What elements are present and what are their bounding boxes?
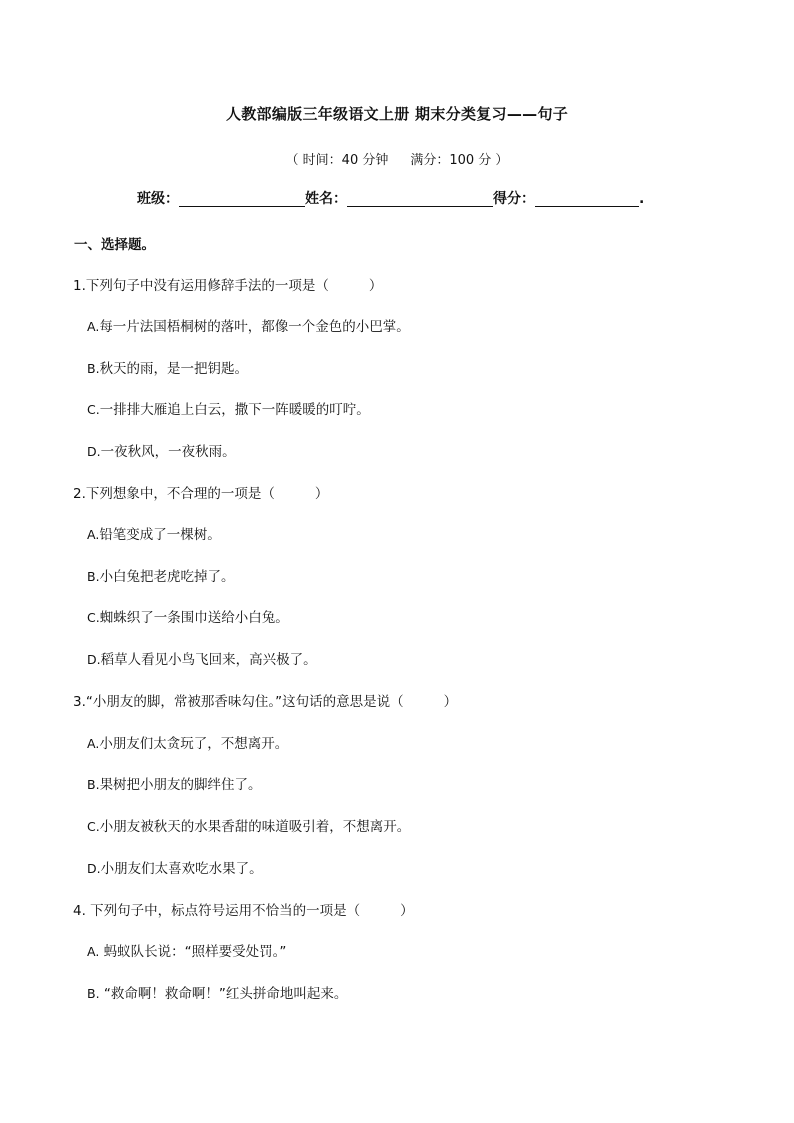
option-item[interactable]	[87, 982, 347, 1002]
option-item[interactable]	[87, 940, 286, 960]
option-text: 秋天的雨，是一把钥匙。	[99, 361, 249, 377]
option-text: 蜘蛛织了一条围巾送给小白兔。	[99, 610, 289, 626]
question-stem: 1.下列句子中没有运用修辞手法的一项是（ ）	[73, 278, 383, 294]
time-limit: （ 时间：40 分钟	[285, 153, 389, 168]
option-letter: C.	[87, 402, 100, 417]
exam-meta	[0, 149, 794, 168]
option-text: 小朋友们太喜欢吃水果了。	[100, 861, 263, 877]
option-letter: A.	[87, 736, 100, 751]
option-letter: A.	[87, 944, 100, 959]
class-label: 班级：	[137, 191, 179, 207]
option-text: 小朋友们太贪玩了，不想离开。	[99, 736, 289, 752]
option-text: 蚂蚁队长说：“照样要受处罚。”	[99, 944, 287, 960]
end-mark: .	[639, 191, 645, 207]
section-heading: 一、选择题。	[74, 237, 155, 253]
option-letter: D.	[87, 652, 101, 667]
option-item[interactable]	[87, 857, 263, 877]
option-text: 一排排大雁追上白云，撒下一阵暖暖的叮咛。	[99, 402, 370, 418]
name-field[interactable]	[347, 190, 493, 207]
option-text: 稻草人看见小鸟飞回来，高兴极了。	[100, 652, 317, 668]
option-item[interactable]	[87, 398, 370, 418]
option-letter: C.	[87, 610, 100, 625]
option-item[interactable]	[87, 523, 221, 543]
option-text: 每一片法国梧桐树的落叶，都像一个金色的小巴掌。	[99, 319, 410, 335]
student-info-row	[137, 188, 644, 208]
option-text: 小白兔把老虎吃掉了。	[99, 569, 235, 585]
option-item[interactable]	[87, 440, 236, 460]
option-letter: D.	[87, 861, 101, 876]
option-letter: B.	[87, 361, 100, 376]
question-stem: 4. 下列句子中，标点符号运用不恰当的一项是（ ）	[73, 903, 414, 919]
option-letter: D.	[87, 444, 101, 459]
score-field[interactable]	[535, 190, 639, 207]
question-stem: 3.“小朋友的脚，常被那香味勾住。”这句话的意思是说（ ）	[73, 694, 458, 710]
option-letter: B.	[87, 986, 100, 1001]
option-item[interactable]	[87, 357, 248, 377]
option-text: 果树把小朋友的脚绊住了。	[99, 777, 262, 793]
option-item[interactable]	[87, 606, 289, 626]
class-field[interactable]	[179, 190, 305, 207]
option-item[interactable]	[87, 773, 262, 793]
option-item[interactable]	[87, 315, 410, 335]
full-score: 满分：100 分 ）	[410, 153, 509, 168]
option-text: “救命啊！救命啊！”红头拼命地叫起来。	[99, 986, 348, 1002]
option-item[interactable]	[87, 815, 410, 835]
option-text: 一夜秋风，一夜秋雨。	[100, 444, 236, 460]
option-letter: A.	[87, 527, 100, 542]
option-letter: B.	[87, 569, 100, 584]
option-letter: A.	[87, 319, 100, 334]
option-letter: C.	[87, 819, 100, 834]
option-item[interactable]	[87, 732, 288, 752]
option-letter: B.	[87, 777, 100, 792]
page-title: 人教部编版三年级语文上册 期末分类复习——句子	[225, 105, 569, 123]
name-label: 姓名：	[305, 191, 347, 207]
question-stem: 2.下列想象中，不合理的一项是（ ）	[73, 486, 329, 502]
score-label: 得分：	[493, 191, 535, 207]
option-item[interactable]	[87, 565, 235, 585]
option-item[interactable]	[87, 648, 317, 668]
option-text: 铅笔变成了一棵树。	[99, 527, 221, 543]
option-text: 小朋友被秋天的水果香甜的味道吸引着，不想离开。	[99, 819, 411, 835]
